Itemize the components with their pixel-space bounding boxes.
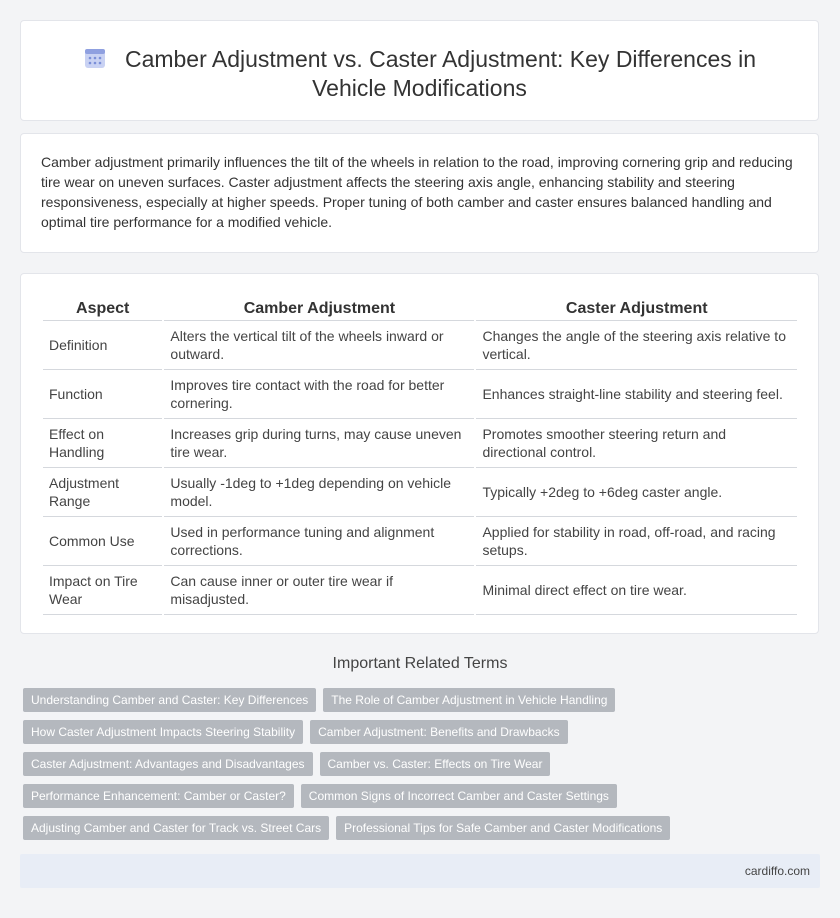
related-term-tag[interactable]: Performance Enhancement: Camber or Caster? <box>23 784 294 808</box>
camber-cell: Used in performance tuning and alignment corrections. <box>164 517 474 566</box>
aspect-cell: Common Use <box>43 517 162 566</box>
aspect-cell: Impact on Tire Wear <box>43 566 162 615</box>
tag-row <box>23 816 823 840</box>
table-row <box>43 321 797 370</box>
table-header-row <box>43 296 797 321</box>
related-term-tag[interactable]: Professional Tips for Safe Camber and Caster Modifications <box>336 816 670 840</box>
caster-cell: Applied for stability in road, off-road, and racing setups. <box>476 517 797 566</box>
related-term-tag[interactable]: Understanding Camber and Caster: Key Differences <box>23 688 316 712</box>
title-line-1: Camber Adjustment vs. Caster Adjustment: Key Differences in <box>124 46 757 72</box>
related-term-tag[interactable]: Camber Adjustment: Benefits and Drawbacks <box>310 720 567 744</box>
related-term-tag[interactable]: Adjusting Camber and Caster for Track vs. Street Cars <box>23 816 329 840</box>
caster-cell: Enhances straight-line stability and steering feel. <box>476 370 797 419</box>
page-title <box>21 45 818 103</box>
header-caster: Caster Adjustment <box>476 296 797 321</box>
aspect-cell: Adjustment Range <box>43 468 162 517</box>
related-terms-list <box>23 688 823 848</box>
camber-cell: Alters the vertical tilt of the wheels inward or outward. <box>164 321 474 370</box>
camber-cell: Improves tire contact with the road for better cornering. <box>164 370 474 419</box>
related-term-tag[interactable]: Caster Adjustment: Advantages and Disadvantages <box>23 752 313 776</box>
table-row <box>43 566 797 615</box>
camber-cell: Usually -1deg to +1deg depending on vehicle model. <box>164 468 474 517</box>
calendar-icon <box>83 46 107 70</box>
related-terms-title: Important Related Terms <box>332 655 508 672</box>
related-term-tag[interactable]: The Role of Camber Adjustment in Vehicle Handling <box>323 688 615 712</box>
footer-site-link[interactable]: cardiffo.com <box>744 864 810 878</box>
aspect-cell: Definition <box>43 321 162 370</box>
table-row <box>43 419 797 468</box>
header-aspect: Aspect <box>43 296 162 321</box>
aspect-cell: Function <box>43 370 162 419</box>
related-term-tag[interactable]: Camber vs. Caster: Effects on Tire Wear <box>320 752 551 776</box>
caster-cell: Typically +2deg to +6deg caster angle. <box>476 468 797 517</box>
title-line-2: Vehicle Modifications <box>312 75 527 101</box>
aspect-cell: Effect on Handling <box>43 419 162 468</box>
tag-row <box>23 752 823 776</box>
table-row <box>43 468 797 517</box>
tag-row <box>23 784 823 808</box>
tag-row <box>23 720 823 744</box>
comparison-table-card <box>20 273 819 634</box>
tag-row <box>23 688 823 712</box>
caster-cell: Minimal direct effect on tire wear. <box>476 566 797 615</box>
caster-cell: Changes the angle of the steering axis relative to vertical. <box>476 321 797 370</box>
comparison-table <box>41 296 799 615</box>
related-term-tag[interactable]: How Caster Adjustment Impacts Steering Stability <box>23 720 303 744</box>
camber-cell: Can cause inner or outer tire wear if misadjusted. <box>164 566 474 615</box>
camber-cell: Increases grip during turns, may cause uneven tire wear. <box>164 419 474 468</box>
table-row <box>43 370 797 419</box>
intro-card <box>20 133 819 253</box>
intro-paragraph: Camber adjustment primarily influences the tilt of the wheels in relation to the road, improving cornering grip and reducing tire wear on uneven surfaces. Caster adjustment affects the steering axis angle, enhancing stability and steering responsiveness, especially at higher speeds. Proper tuning of both camber and caster ensures balanced handling and optimal tire performance for a modified vehicle. <box>41 154 793 230</box>
table-row <box>43 517 797 566</box>
header-camber: Camber Adjustment <box>164 296 474 321</box>
header-card <box>20 20 819 121</box>
caster-cell: Promotes smoother steering return and directional control. <box>476 419 797 468</box>
related-term-tag[interactable]: Common Signs of Incorrect Camber and Caster Settings <box>301 784 617 808</box>
footer <box>20 854 820 888</box>
